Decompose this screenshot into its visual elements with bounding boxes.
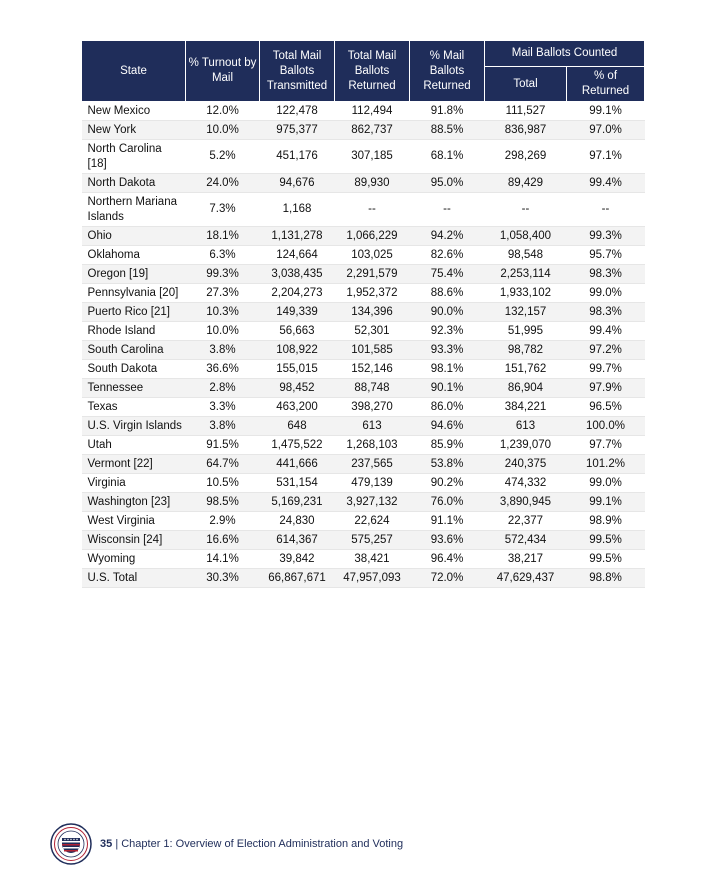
cell-counted-pct: 97.1%	[567, 140, 645, 174]
table-row	[82, 174, 645, 193]
cell-turnout: 91.5%	[186, 436, 260, 455]
cell-turnout: 36.6%	[186, 360, 260, 379]
cell-state: West Virginia	[82, 512, 186, 531]
cell-pct-returned: 93.6%	[410, 531, 485, 550]
cell-counted-pct: 99.3%	[567, 227, 645, 246]
cell-counted-total: 51,995	[485, 322, 567, 341]
cell-counted-pct: 98.3%	[567, 303, 645, 322]
cell-pct-returned: 92.3%	[410, 322, 485, 341]
cell-state: South Carolina	[82, 341, 186, 360]
cell-turnout: 99.3%	[186, 265, 260, 284]
cell-counted-pct: 99.4%	[567, 174, 645, 193]
cell-counted-pct: --	[567, 193, 645, 227]
cell-turnout: 2.9%	[186, 512, 260, 531]
cell-turnout: 7.3%	[186, 193, 260, 227]
cell-transmitted: 463,200	[260, 398, 335, 417]
cell-pct-returned: 90.1%	[410, 379, 485, 398]
cell-state: Wisconsin [24]	[82, 531, 186, 550]
cell-turnout: 16.6%	[186, 531, 260, 550]
table-row	[82, 550, 645, 569]
cell-pct-returned: 91.8%	[410, 102, 485, 121]
cell-counted-total: 572,434	[485, 531, 567, 550]
cell-returned: 47,957,093	[335, 569, 410, 588]
cell-pct-returned: 91.1%	[410, 512, 485, 531]
cell-returned: --	[335, 193, 410, 227]
cell-returned: 89,930	[335, 174, 410, 193]
cell-pct-returned: 88.6%	[410, 284, 485, 303]
cell-turnout: 24.0%	[186, 174, 260, 193]
cell-pct-returned: 72.0%	[410, 569, 485, 588]
cell-counted-total: 240,375	[485, 455, 567, 474]
cell-state: Virginia	[82, 474, 186, 493]
cell-counted-pct: 97.9%	[567, 379, 645, 398]
table-row	[82, 227, 645, 246]
cell-counted-total: 89,429	[485, 174, 567, 193]
page-footer	[50, 823, 650, 867]
cell-counted-total: 86,904	[485, 379, 567, 398]
cell-counted-total: 384,221	[485, 398, 567, 417]
cell-counted-pct: 99.5%	[567, 531, 645, 550]
table-row	[82, 341, 645, 360]
cell-counted-total: 2,253,114	[485, 265, 567, 284]
cell-returned: 1,952,372	[335, 284, 410, 303]
header-state: State	[82, 41, 186, 102]
cell-transmitted: 24,830	[260, 512, 335, 531]
cell-returned: 237,565	[335, 455, 410, 474]
table-row	[82, 193, 645, 227]
table-row	[82, 493, 645, 512]
cell-returned: 22,624	[335, 512, 410, 531]
cell-returned: 3,927,132	[335, 493, 410, 512]
mail-ballots-table	[81, 40, 645, 588]
cell-counted-pct: 99.0%	[567, 474, 645, 493]
cell-transmitted: 124,664	[260, 246, 335, 265]
cell-transmitted: 149,339	[260, 303, 335, 322]
cell-counted-pct: 99.5%	[567, 550, 645, 569]
table-row	[82, 569, 645, 588]
table-row	[82, 455, 645, 474]
header-ballots-returned: Total Mail Ballots Returned	[335, 41, 410, 102]
cell-turnout: 10.3%	[186, 303, 260, 322]
cell-state: Oregon [19]	[82, 265, 186, 284]
table-row	[82, 474, 645, 493]
cell-turnout: 3.3%	[186, 398, 260, 417]
table-row	[82, 102, 645, 121]
cell-counted-pct: 99.1%	[567, 102, 645, 121]
cell-turnout: 27.3%	[186, 284, 260, 303]
cell-turnout: 3.8%	[186, 417, 260, 436]
cell-returned: 52,301	[335, 322, 410, 341]
cell-transmitted: 1,475,522	[260, 436, 335, 455]
cell-returned: 1,268,103	[335, 436, 410, 455]
cell-pct-returned: 68.1%	[410, 140, 485, 174]
cell-turnout: 2.8%	[186, 379, 260, 398]
cell-returned: 103,025	[335, 246, 410, 265]
page-number: 35	[100, 838, 113, 850]
cell-transmitted: 56,663	[260, 322, 335, 341]
cell-counted-total: 98,782	[485, 341, 567, 360]
header-ballots-counted-group: Mail Ballots Counted	[485, 41, 645, 67]
cell-state: Ohio	[82, 227, 186, 246]
cell-turnout: 10.0%	[186, 322, 260, 341]
cell-transmitted: 975,377	[260, 121, 335, 140]
cell-state: Oklahoma	[82, 246, 186, 265]
table-row	[82, 322, 645, 341]
table-body	[82, 102, 645, 588]
cell-counted-pct: 99.0%	[567, 284, 645, 303]
cell-pct-returned: 96.4%	[410, 550, 485, 569]
cell-counted-total: 613	[485, 417, 567, 436]
cell-counted-total: 298,269	[485, 140, 567, 174]
cell-state: New York	[82, 121, 186, 140]
cell-turnout: 10.5%	[186, 474, 260, 493]
cell-counted-total: 474,332	[485, 474, 567, 493]
footer-text	[100, 838, 403, 850]
cell-transmitted: 441,666	[260, 455, 335, 474]
header-pct-returned: % Mail Ballots Returned	[410, 41, 485, 102]
cell-returned: 1,066,229	[335, 227, 410, 246]
cell-pct-returned: 93.3%	[410, 341, 485, 360]
cell-counted-pct: 97.0%	[567, 121, 645, 140]
cell-returned: 88,748	[335, 379, 410, 398]
cell-state: U.S. Total	[82, 569, 186, 588]
cell-transmitted: 108,922	[260, 341, 335, 360]
cell-pct-returned: --	[410, 193, 485, 227]
cell-transmitted: 2,204,273	[260, 284, 335, 303]
cell-pct-returned: 95.0%	[410, 174, 485, 193]
cell-transmitted: 531,154	[260, 474, 335, 493]
cell-counted-total: 22,377	[485, 512, 567, 531]
cell-returned: 101,585	[335, 341, 410, 360]
cell-counted-pct: 99.7%	[567, 360, 645, 379]
table-row	[82, 140, 645, 174]
cell-returned: 112,494	[335, 102, 410, 121]
cell-counted-total: 151,762	[485, 360, 567, 379]
cell-returned: 479,139	[335, 474, 410, 493]
cell-transmitted: 155,015	[260, 360, 335, 379]
cell-state: North Carolina [18]	[82, 140, 186, 174]
cell-turnout: 98.5%	[186, 493, 260, 512]
header-counted-total: Total	[485, 67, 567, 102]
cell-counted-pct: 98.8%	[567, 569, 645, 588]
cell-state: Texas	[82, 398, 186, 417]
cell-pct-returned: 90.2%	[410, 474, 485, 493]
cell-counted-total: 3,890,945	[485, 493, 567, 512]
cell-transmitted: 1,168	[260, 193, 335, 227]
cell-state: Washington [23]	[82, 493, 186, 512]
cell-pct-returned: 94.2%	[410, 227, 485, 246]
cell-counted-pct: 95.7%	[567, 246, 645, 265]
cell-counted-pct: 99.4%	[567, 322, 645, 341]
cell-counted-total: 1,239,070	[485, 436, 567, 455]
table-row	[82, 531, 645, 550]
cell-pct-returned: 86.0%	[410, 398, 485, 417]
table-row	[82, 417, 645, 436]
table-row	[82, 121, 645, 140]
cell-counted-total: 132,157	[485, 303, 567, 322]
cell-turnout: 12.0%	[186, 102, 260, 121]
cell-transmitted: 451,176	[260, 140, 335, 174]
table-row	[82, 379, 645, 398]
cell-state: North Dakota	[82, 174, 186, 193]
cell-returned: 134,396	[335, 303, 410, 322]
table-row	[82, 303, 645, 322]
table-row	[82, 246, 645, 265]
cell-pct-returned: 98.1%	[410, 360, 485, 379]
cell-returned: 38,421	[335, 550, 410, 569]
cell-pct-returned: 75.4%	[410, 265, 485, 284]
cell-state: Wyoming	[82, 550, 186, 569]
cell-returned: 307,185	[335, 140, 410, 174]
cell-state: New Mexico	[82, 102, 186, 121]
table-row	[82, 284, 645, 303]
cell-turnout: 6.3%	[186, 246, 260, 265]
cell-transmitted: 1,131,278	[260, 227, 335, 246]
cell-state: Tennessee	[82, 379, 186, 398]
cell-turnout: 14.1%	[186, 550, 260, 569]
header-turnout-by-mail: % Turnout by Mail	[186, 41, 260, 102]
cell-counted-total: 836,987	[485, 121, 567, 140]
cell-transmitted: 94,676	[260, 174, 335, 193]
cell-returned: 613	[335, 417, 410, 436]
cell-counted-pct: 98.3%	[567, 265, 645, 284]
cell-counted-pct: 97.2%	[567, 341, 645, 360]
cell-turnout: 18.1%	[186, 227, 260, 246]
cell-counted-pct: 100.0%	[567, 417, 645, 436]
cell-returned: 398,270	[335, 398, 410, 417]
cell-counted-pct: 99.1%	[567, 493, 645, 512]
cell-counted-total: --	[485, 193, 567, 227]
table-row	[82, 265, 645, 284]
header-counted-pct: % of Returned	[567, 67, 645, 102]
cell-counted-total: 98,548	[485, 246, 567, 265]
footer-separator: |	[115, 838, 119, 850]
cell-counted-pct: 96.5%	[567, 398, 645, 417]
cell-pct-returned: 82.6%	[410, 246, 485, 265]
cell-state: South Dakota	[82, 360, 186, 379]
cell-state: Northern Mariana Islands	[82, 193, 186, 227]
cell-transmitted: 3,038,435	[260, 265, 335, 284]
cell-transmitted: 39,842	[260, 550, 335, 569]
chapter-title: Chapter 1: Overview of Election Administration and Voting	[121, 838, 404, 850]
table-row	[82, 360, 645, 379]
cell-state: U.S. Virgin Islands	[82, 417, 186, 436]
cell-transmitted: 98,452	[260, 379, 335, 398]
eac-seal-logo	[50, 823, 92, 865]
header-ballots-transmitted: Total Mail Ballots Transmitted	[260, 41, 335, 102]
cell-pct-returned: 85.9%	[410, 436, 485, 455]
cell-counted-total: 47,629,437	[485, 569, 567, 588]
cell-counted-pct: 101.2%	[567, 455, 645, 474]
cell-turnout: 64.7%	[186, 455, 260, 474]
table-row	[82, 436, 645, 455]
cell-counted-total: 1,058,400	[485, 227, 567, 246]
table-row	[82, 512, 645, 531]
cell-turnout: 5.2%	[186, 140, 260, 174]
cell-returned: 152,146	[335, 360, 410, 379]
cell-state: Vermont [22]	[82, 455, 186, 474]
cell-turnout: 3.8%	[186, 341, 260, 360]
cell-counted-pct: 98.9%	[567, 512, 645, 531]
cell-pct-returned: 76.0%	[410, 493, 485, 512]
cell-state: Rhode Island	[82, 322, 186, 341]
cell-turnout: 10.0%	[186, 121, 260, 140]
cell-returned: 575,257	[335, 531, 410, 550]
cell-counted-total: 1,933,102	[485, 284, 567, 303]
cell-state: Utah	[82, 436, 186, 455]
cell-transmitted: 5,169,231	[260, 493, 335, 512]
cell-pct-returned: 88.5%	[410, 121, 485, 140]
cell-counted-total: 111,527	[485, 102, 567, 121]
cell-transmitted: 66,867,671	[260, 569, 335, 588]
cell-transmitted: 648	[260, 417, 335, 436]
table-header	[82, 41, 645, 102]
table-row	[82, 398, 645, 417]
cell-counted-total: 38,217	[485, 550, 567, 569]
cell-counted-pct: 97.7%	[567, 436, 645, 455]
cell-turnout: 30.3%	[186, 569, 260, 588]
cell-returned: 862,737	[335, 121, 410, 140]
cell-returned: 2,291,579	[335, 265, 410, 284]
cell-state: Pennsylvania [20]	[82, 284, 186, 303]
cell-pct-returned: 90.0%	[410, 303, 485, 322]
cell-transmitted: 614,367	[260, 531, 335, 550]
cell-transmitted: 122,478	[260, 102, 335, 121]
cell-pct-returned: 53.8%	[410, 455, 485, 474]
cell-pct-returned: 94.6%	[410, 417, 485, 436]
cell-state: Puerto Rico [21]	[82, 303, 186, 322]
